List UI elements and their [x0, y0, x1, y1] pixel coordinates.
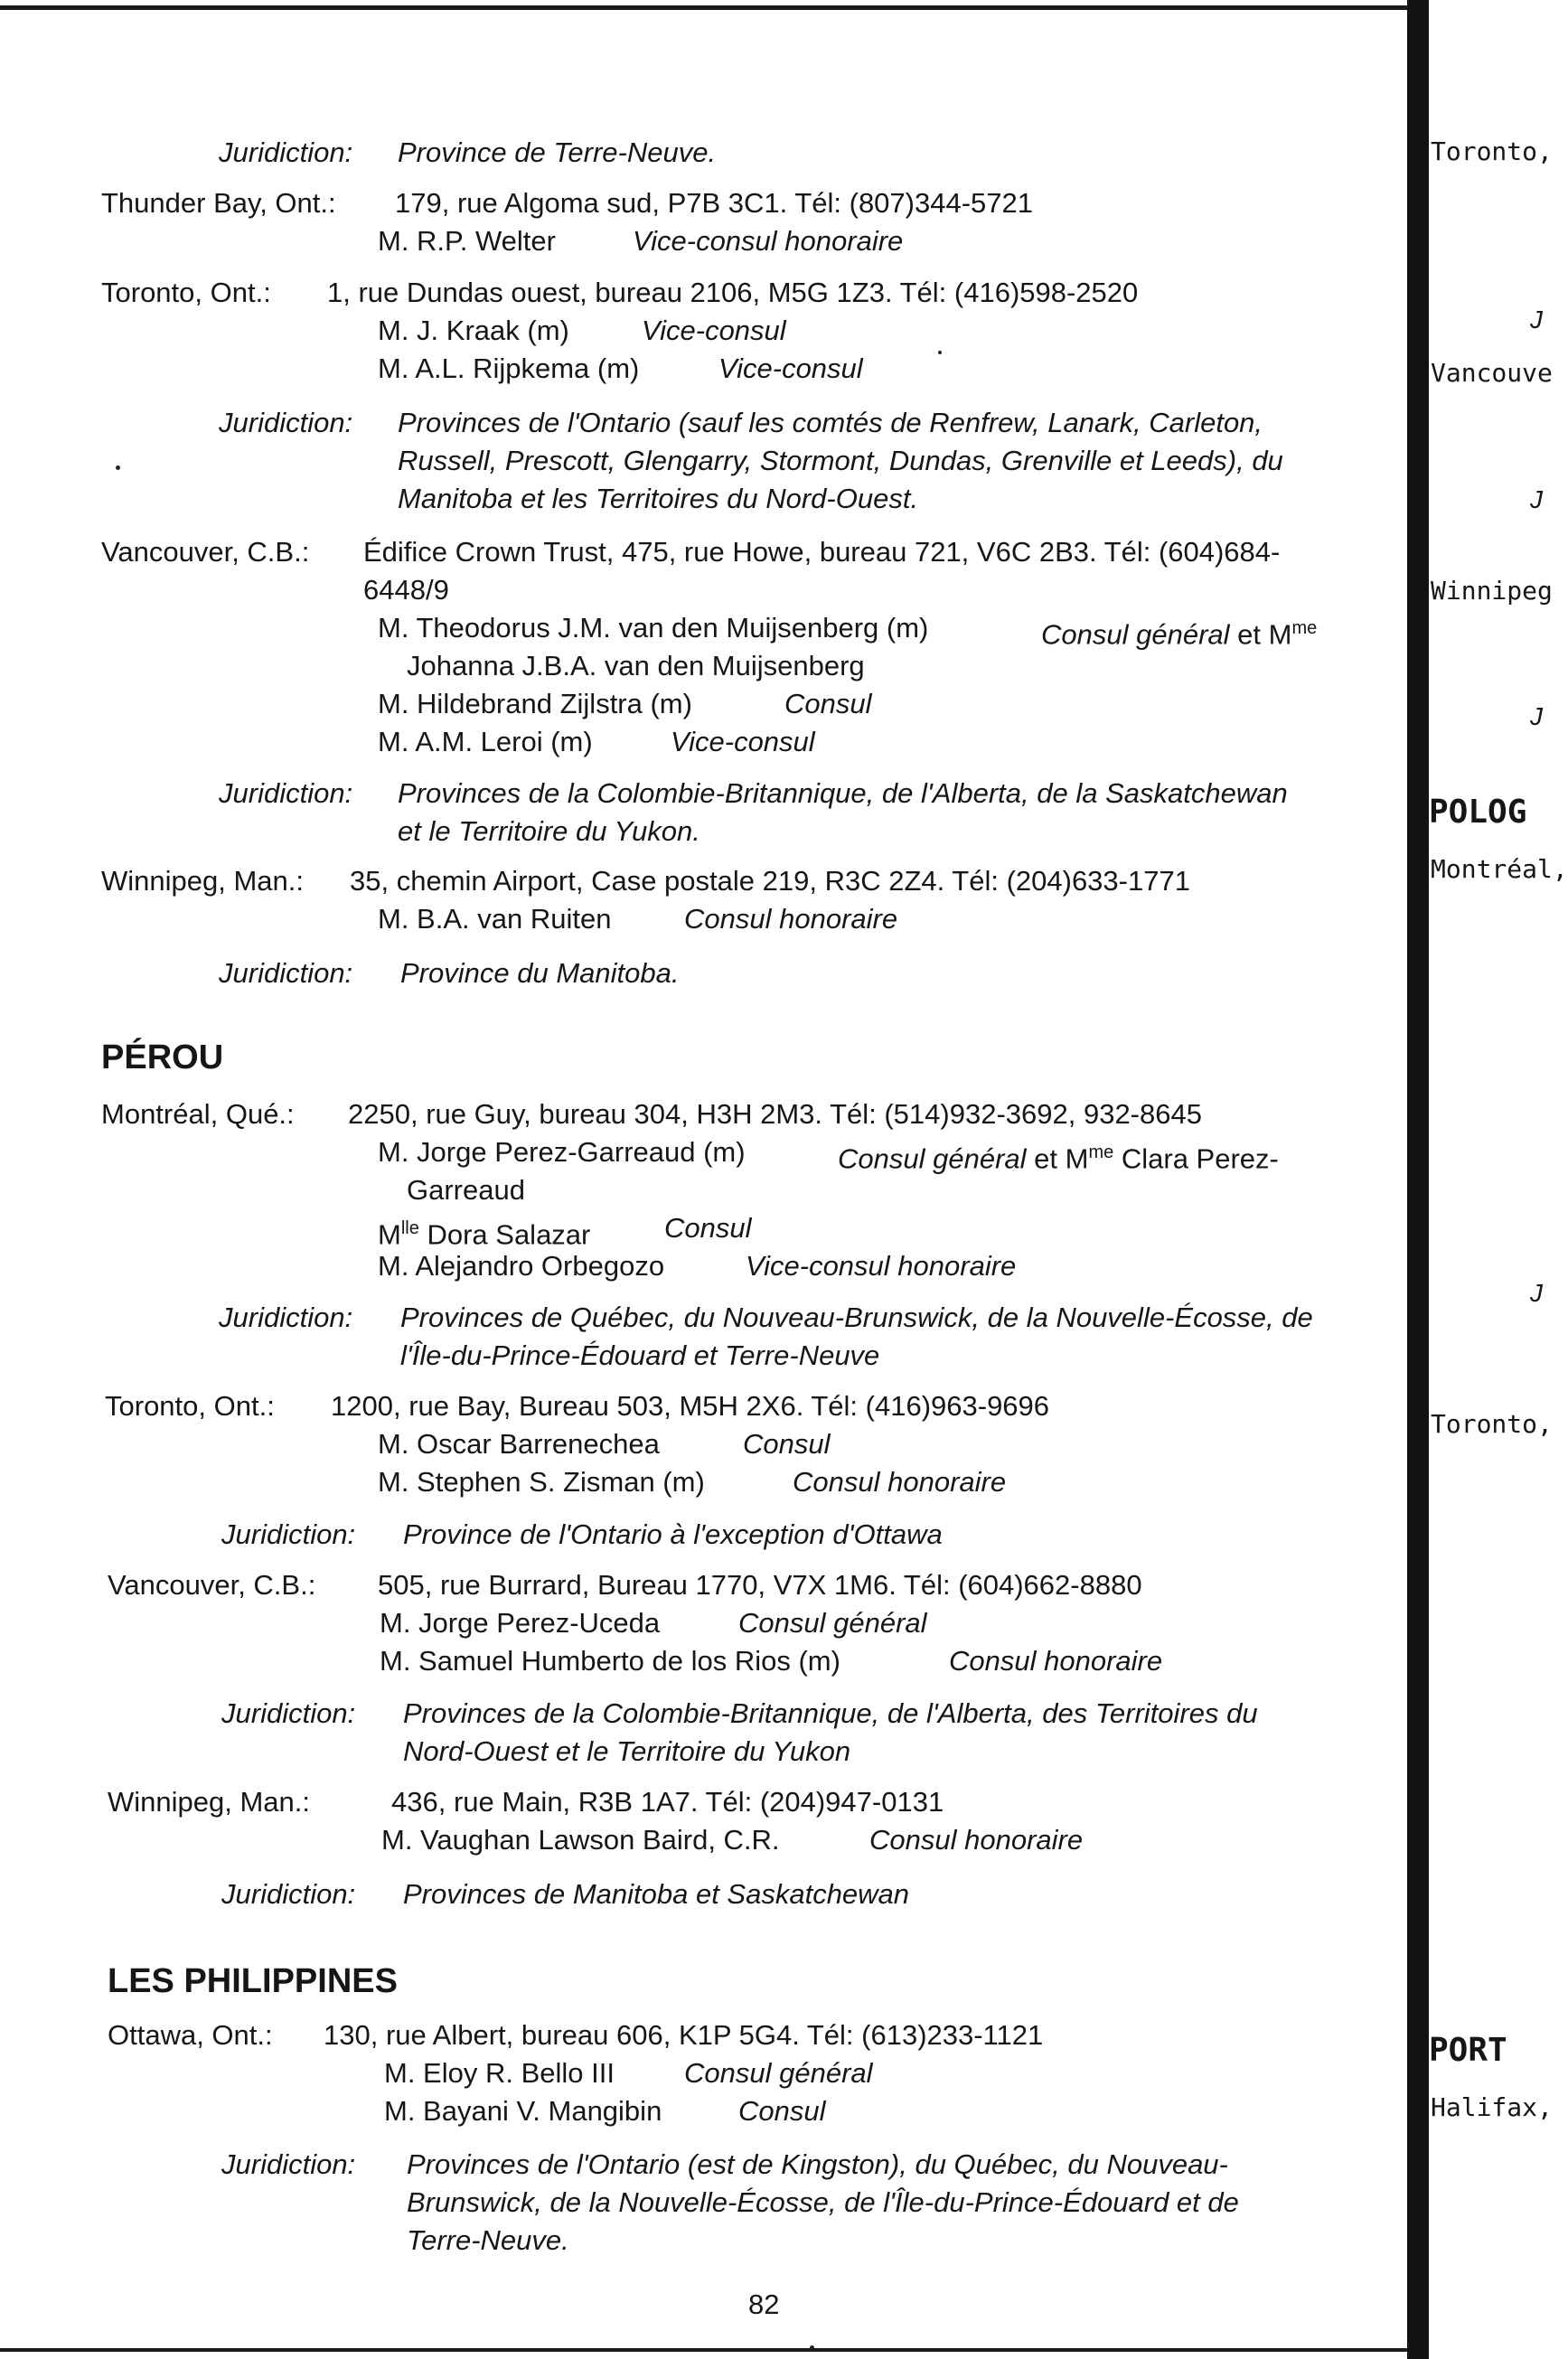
- entry-address: 1, rue Dundas ouest, bureau 2106, M5G 1Z3. Tél: (416)598-2520: [327, 277, 1139, 308]
- person-title: Vice-consul: [642, 315, 786, 346]
- juridiction-text: Russell, Prescott, Glengarry, Stormont, Dundas, Grenville et Leeds), du: [398, 445, 1283, 476]
- person-name-sup: lle: [400, 1218, 419, 1238]
- person-title: [838, 1133, 1279, 1178]
- facing-glyph: J: [1530, 1279, 1543, 1307]
- person-name: M. Hildebrand Zijlstra (m): [378, 688, 692, 719]
- facing-city: Winnipeg: [1431, 576, 1553, 606]
- juridiction-text: Provinces de l'Ontario (sauf les comtés de Renfrew, Lanark, Carleton,: [398, 407, 1263, 438]
- country-heading: PÉROU: [101, 1039, 224, 1076]
- juridiction-text: Nord-Ouest et le Territoire du Yukon: [403, 1735, 851, 1767]
- facing-heading: POLOG: [1429, 794, 1527, 831]
- juridiction-text: Provinces de la Colombie-Britannique, de l'Alberta, des Territoires du: [403, 1697, 1258, 1729]
- scan-speck: [810, 2345, 814, 2350]
- juridiction-text: Manitoba et les Territoires du Nord-Ouest.: [398, 483, 919, 514]
- entry-city: Ottawa, Ont.:: [108, 2019, 273, 2051]
- entry-address: 6448/9: [363, 574, 449, 606]
- facing-glyph: J: [1530, 485, 1543, 513]
- juridiction-label: Juridiction:: [219, 1302, 353, 1333]
- entry-address: Édifice Crown Trust, 475, rue Howe, bureau 721, V6C 2B3. Tél: (604)684-: [363, 536, 1281, 568]
- juridiction-label: Juridiction:: [221, 2148, 356, 2180]
- entry-address: 2250, rue Guy, bureau 304, H3H 2M3. Tél: (514)932-3692, 932-8645: [348, 1098, 1202, 1130]
- person-extra: et M: [1237, 618, 1292, 651]
- person-name: M. B.A. van Ruiten: [378, 903, 612, 935]
- person-title: Consul général: [738, 1607, 927, 1639]
- scan-speck: [938, 351, 942, 354]
- person-name: M. Alejandro Orbegozo: [378, 1250, 665, 1282]
- person-name: M. Vaughan Lawson Baird, C.R.: [381, 1824, 780, 1856]
- person-extra: et M: [1034, 1142, 1089, 1175]
- entry-address: 505, rue Burrard, Bureau 1770, V7X 1M6. Tél: (604)662-8880: [378, 1569, 1142, 1601]
- person-title: Vice-consul: [671, 726, 815, 757]
- entry-city: Winnipeg, Man.:: [108, 1786, 310, 1818]
- person-name: M. Stephen S. Zisman (m): [378, 1466, 705, 1498]
- entry-city: Vancouver, C.B.:: [108, 1569, 316, 1601]
- juridiction-text: Provinces de la Colombie-Britannique, de l'Alberta, de la Saskatchewan: [398, 777, 1288, 809]
- juridiction-text: Provinces de l'Ontario (est de Kingston), du Québec, du Nouveau-: [407, 2148, 1228, 2180]
- person-name: M. A.M. Leroi (m): [378, 726, 593, 757]
- person-name: M. A.L. Rijpkema (m): [378, 352, 640, 384]
- person-name-pre: M: [378, 1218, 401, 1251]
- person-title: Consul honoraire: [949, 1645, 1163, 1677]
- entry-city: Toronto, Ont.:: [101, 277, 271, 308]
- juridiction-text: Provinces de Québec, du Nouveau-Brunswick, de la Nouvelle-Écosse, de: [400, 1302, 1313, 1333]
- page-gutter: [1407, 0, 1429, 2359]
- facing-glyph: J: [1530, 305, 1543, 334]
- entry-address: 1200, rue Bay, Bureau 503, M5H 2X6. Tél: (416)963-9696: [331, 1390, 1050, 1422]
- entry-address: 130, rue Albert, bureau 606, K1P 5G4. Tél: (613)233-1121: [324, 2019, 1044, 2051]
- page-number: 82: [748, 2289, 780, 2320]
- person-name-post: Dora Salazar: [418, 1218, 591, 1251]
- entry-city: Montréal, Qué.:: [101, 1098, 295, 1130]
- person-title: [1041, 609, 1317, 653]
- scan-speck: [116, 465, 120, 470]
- juridiction-label: Juridiction:: [219, 136, 353, 168]
- juridiction-text: Province de Terre-Neuve.: [398, 136, 717, 168]
- juridiction-text: et le Territoire du Yukon.: [398, 815, 700, 847]
- juridiction-label: Juridiction:: [221, 1697, 356, 1729]
- juridiction-text: Province du Manitoba.: [400, 957, 680, 989]
- juridiction-label: Juridiction:: [219, 407, 353, 438]
- entry-address: 179, rue Algoma sud, P7B 3C1. Tél: (807)344-5721: [395, 187, 1033, 219]
- facing-heading: PORT: [1429, 2032, 1507, 2069]
- entry-city: Thunder Bay, Ont.:: [101, 187, 336, 219]
- person-name: M. J. Kraak (m): [378, 315, 569, 346]
- facing-city: Toronto,: [1431, 136, 1553, 166]
- person-title: Consul: [784, 688, 872, 719]
- person-title: Vice-consul honoraire: [633, 225, 904, 257]
- entry-city: Vancouver, C.B.:: [101, 536, 310, 568]
- juridiction-text: l'Île-du-Prince-Édouard et Terre-Neuve: [400, 1339, 880, 1371]
- facing-city: Halifax,: [1431, 2092, 1553, 2122]
- person-extra-post: Clara Perez-: [1113, 1142, 1279, 1175]
- juridiction-text: Provinces de Manitoba et Saskatchewan: [403, 1878, 910, 1910]
- person-name: M. Jorge Perez-Garreaud (m): [378, 1136, 746, 1168]
- facing-page-edge: [1429, 0, 1568, 2359]
- person-title: Consul: [664, 1212, 752, 1244]
- person-name: M. Jorge Perez-Uceda: [380, 1607, 661, 1639]
- person-name: M. Theodorus J.M. van den Muijsenberg (m): [378, 612, 929, 644]
- juridiction-label: Juridiction:: [219, 777, 353, 809]
- person-title: Vice-consul honoraire: [746, 1250, 1017, 1282]
- facing-city: Toronto,: [1431, 1409, 1553, 1439]
- entry-city: Toronto, Ont.:: [105, 1390, 275, 1422]
- person-title: Consul honoraire: [684, 903, 898, 935]
- entry-address: 436, rue Main, R3B 1A7. Tél: (204)947-0131: [391, 1786, 944, 1818]
- person-extra-sup: me: [1291, 618, 1318, 638]
- person-name: M. Eloy R. Bello III: [384, 2057, 615, 2089]
- juridiction-text: Brunswick, de la Nouvelle-Écosse, de l'Île-du-Prince-Édouard et de: [407, 2186, 1239, 2218]
- juridiction-text: Terre-Neuve.: [407, 2224, 569, 2256]
- person-title: Consul honoraire: [869, 1824, 1084, 1856]
- person-name: M. R.P. Welter: [378, 225, 556, 257]
- person-title-text: Consul général: [1041, 618, 1230, 651]
- facing-glyph: J: [1530, 702, 1543, 730]
- person-extra-cont: Garreaud: [407, 1174, 525, 1206]
- person-title: Consul général: [684, 2057, 873, 2089]
- person-name: M. Oscar Barrenechea: [378, 1428, 660, 1460]
- country-heading: LES PHILIPPINES: [108, 1962, 398, 2000]
- juridiction-label: Juridiction:: [221, 1518, 356, 1550]
- person-title: Consul: [738, 2095, 826, 2127]
- person-title: Vice-consul: [718, 352, 863, 384]
- juridiction-text: Province de l'Ontario à l'exception d'Ottawa: [403, 1518, 943, 1550]
- person-extra-cont: Johanna J.B.A. van den Muijsenberg: [407, 650, 865, 681]
- juridiction-label: Juridiction:: [221, 1878, 356, 1910]
- facing-city: Montréal,: [1431, 854, 1568, 884]
- person-title-text: Consul général: [838, 1142, 1027, 1175]
- person-title: Consul: [743, 1428, 831, 1460]
- person-name: M. Bayani V. Mangibin: [384, 2095, 662, 2127]
- entry-address: 35, chemin Airport, Case postale 219, R3C 2Z4. Tél: (204)633-1771: [350, 865, 1190, 897]
- juridiction-label: Juridiction:: [219, 957, 353, 989]
- facing-city: Vancouve: [1431, 358, 1553, 388]
- person-extra-sup: me: [1088, 1142, 1114, 1162]
- person-title: Consul honoraire: [793, 1466, 1007, 1498]
- person-name: M. Samuel Humberto de los Rios (m): [380, 1645, 840, 1677]
- entry-city: Winnipeg, Man.:: [101, 865, 304, 897]
